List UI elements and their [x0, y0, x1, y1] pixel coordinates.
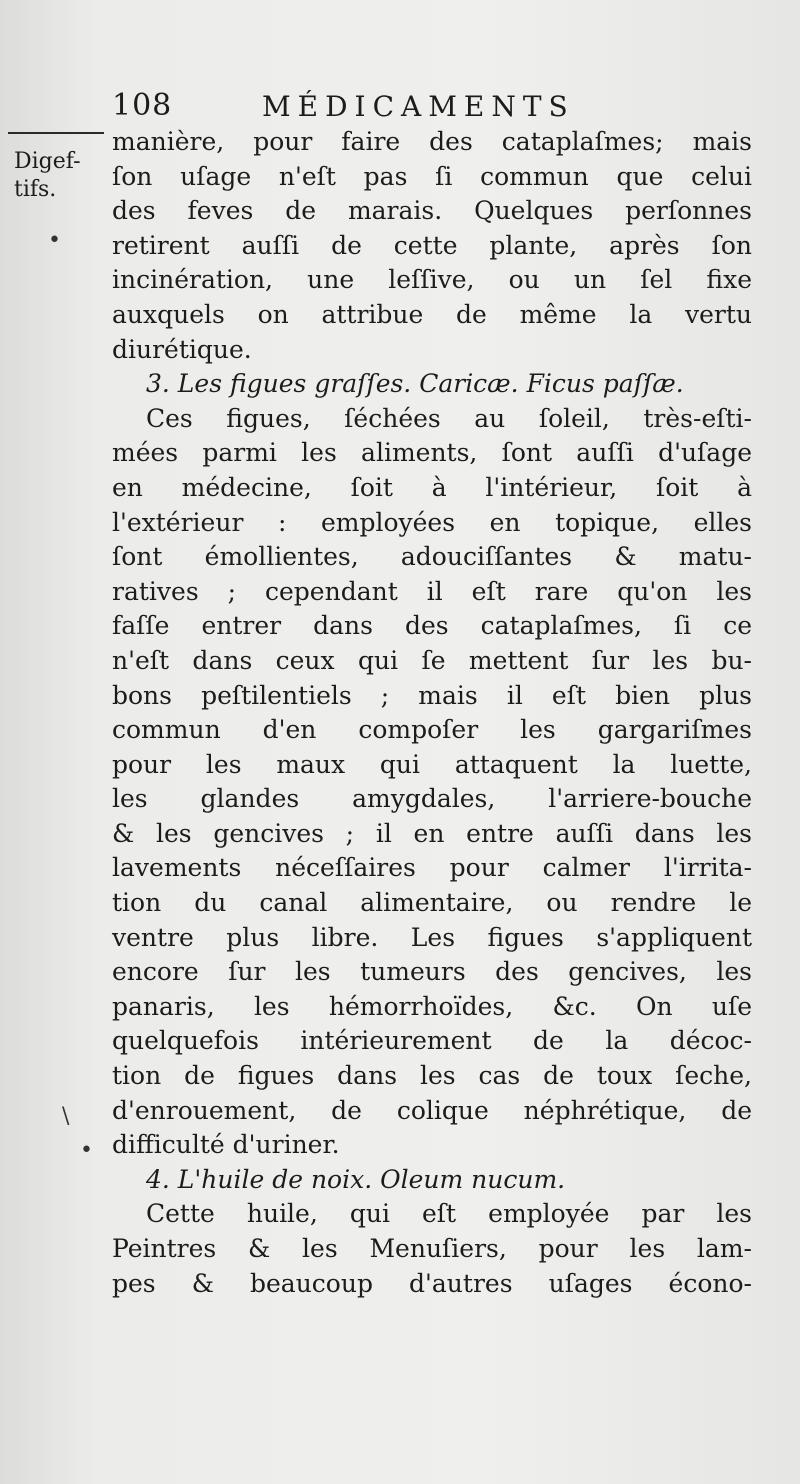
text-line: encore ſur les tumeurs des gencives, les: [112, 957, 752, 987]
margin-note-line: tifs.: [14, 177, 57, 202]
text-line: commun d'en compoſer les gargariſmes: [112, 715, 752, 745]
margin-note: [14, 148, 94, 204]
text-line: quelquefois intérieurement de la décoc-: [112, 1026, 752, 1056]
margin-mark: •: [80, 1138, 93, 1163]
text-line: faſſe entrer dans des cataplaſmes, ſi ce: [112, 611, 752, 641]
page-number: 108: [112, 88, 173, 123]
text-line: d'enrouement, de colique néphrétique, de: [112, 1095, 752, 1125]
body-text: [112, 125, 752, 1301]
text-line: auxquels on attribue de même la vertu: [112, 299, 752, 329]
text-line: panaris, les hémorrhoïdes, &c. On uſe: [112, 991, 752, 1021]
text-line: manière, pour faire des cataplaſmes; mais: [112, 127, 752, 156]
section-heading: 4. L'huile de noix. Oleum nucum.: [146, 1164, 566, 1194]
text-line: en médecine, ſoit à l'intérieur, ſoit à: [112, 472, 752, 502]
text-line: n'eſt dans ceux qui ſe mettent ſur les bu-: [112, 645, 752, 675]
page-header: [112, 88, 632, 128]
text-line: retirent auſſi de cette plante, après ſon: [112, 230, 752, 260]
text-line: ratives ; cependant il eſt rare qu'on les: [112, 576, 752, 606]
text-line: ventre plus libre. Les figues s'appliquent: [112, 922, 752, 952]
margin-mark: •: [48, 228, 61, 253]
section-heading: 3. Les figues graſſes. Caricæ. Ficus paſſæ.: [146, 369, 684, 399]
text-line: difficulté d'uriner.: [112, 1130, 340, 1160]
text-line: tion du canal alimentaire, ou rendre le: [112, 888, 752, 918]
text-line: Peintres & les Menuſiers, pour les lam-: [112, 1234, 752, 1263]
text-line: Ces figues, ſéchées au ſoleil, très-eſti-: [146, 403, 752, 433]
text-line: incinération, une leſſive, ou un ſel fixe: [112, 265, 752, 295]
margin-mark: \: [62, 1104, 70, 1129]
text-line: pour les maux qui attaquent la luette,: [112, 749, 752, 779]
text-line: les glandes amygdales, l'arriere-bouche: [112, 784, 752, 814]
text-line: ſont émollientes, adouciſſantes & matu-: [112, 542, 752, 572]
text-line: tion de figues dans les cas de toux ſeche,: [112, 1061, 752, 1091]
text-line: l'extérieur : employées en topique, elles: [112, 507, 752, 537]
text-line: diurétique.: [112, 334, 252, 364]
text-line: & les gencives ; il en entre auſſi dans les: [112, 818, 752, 848]
text-line: ſon uſage n'eſt pas ſi commun que celui: [112, 161, 752, 191]
text-line: bons peſtilentiels ; mais il eſt bien plus: [112, 680, 752, 710]
text-line: mées parmi les aliments, ſont auſſi d'uſage: [112, 438, 752, 468]
text-line: Cette huile, qui eſt employée par les: [146, 1199, 752, 1229]
running-title: MÉDICAMENTS: [262, 90, 575, 123]
text-line: des feves de marais. Quelques perſonnes: [112, 196, 752, 226]
text-line: pes & beaucoup d'autres uſages écono-: [112, 1268, 752, 1298]
margin-rule: [8, 132, 104, 134]
text-line: lavements néceſſaires pour calmer l'irrita-: [112, 853, 752, 883]
margin-note-line: Digef-: [14, 149, 81, 174]
